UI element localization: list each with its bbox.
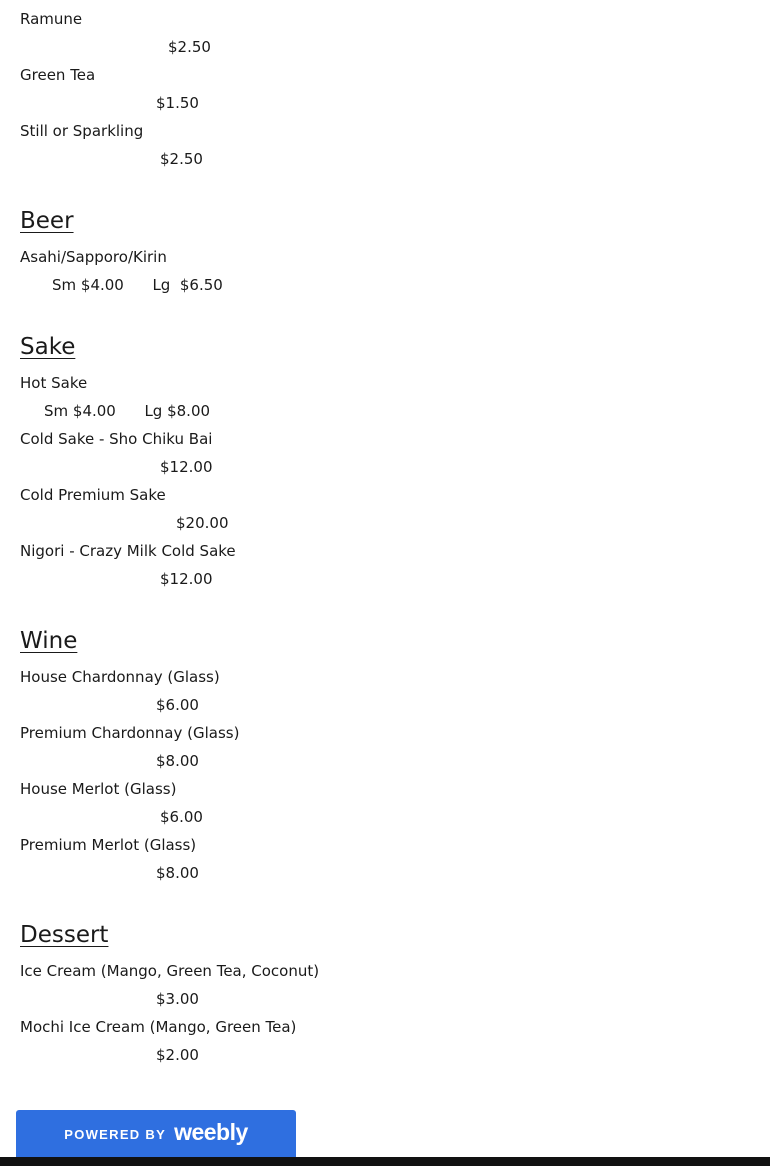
menu-item-name: House Merlot (Glass) [20,780,177,798]
menu-item-name: Mochi Ice Cream (Mango, Green Tea) [20,1018,297,1036]
menu-item-name: Hot Sake [20,374,88,392]
menu-item-price: Sm $4.00 Lg $8.00 [44,402,211,420]
menu-item-price: $2.50 [168,38,211,56]
section-heading-wine: Wine [20,628,78,654]
menu-item-name: Green Tea [20,66,96,84]
powered-by-weebly-badge[interactable] [16,1110,296,1158]
menu-item-price: $12.00 [160,570,213,588]
menu-item-price: $2.50 [160,150,203,168]
menu-item-name: Premium Merlot (Glass) [20,836,197,854]
menu-item-price: $3.00 [156,990,199,1008]
weebly-logo: weebly [174,1119,248,1145]
menu-item-price: Sm $4.00 Lg $6.50 [52,276,223,294]
menu-item-name: Premium Chardonnay (Glass) [20,724,240,742]
section-heading-beer: Beer [20,208,74,234]
menu-item-name: Nigori - Crazy Milk Cold Sake [20,542,236,560]
menu-item-name: Asahi/Sapporo/Kirin [20,248,167,266]
menu-item-name: Cold Sake - Sho Chiku Bai [20,430,213,448]
powered-by-label: POWERED BY [64,1126,167,1142]
section-heading-dessert: Dessert [20,922,109,948]
menu-item-name: Ice Cream (Mango, Green Tea, Coconut) [20,962,320,980]
menu-item-price: $1.50 [156,94,199,112]
menu-item-price: $8.00 [156,752,199,770]
section-heading-sake: Sake [20,334,76,360]
footer-bar [0,1157,770,1166]
menu-item-name: Still or Sparkling [20,122,144,140]
menu-item-price: $12.00 [160,458,213,476]
menu-item-name: House Chardonnay (Glass) [20,668,220,686]
menu-item-price: $6.00 [156,696,199,714]
menu-item-name: Cold Premium Sake [20,486,166,504]
menu-item-price: $2.00 [156,1046,199,1064]
menu-item-name: Ramune [20,10,83,28]
menu-item-price: $6.00 [160,808,203,826]
menu-item-price: $8.00 [156,864,199,882]
menu-item-price: $20.00 [176,514,229,532]
